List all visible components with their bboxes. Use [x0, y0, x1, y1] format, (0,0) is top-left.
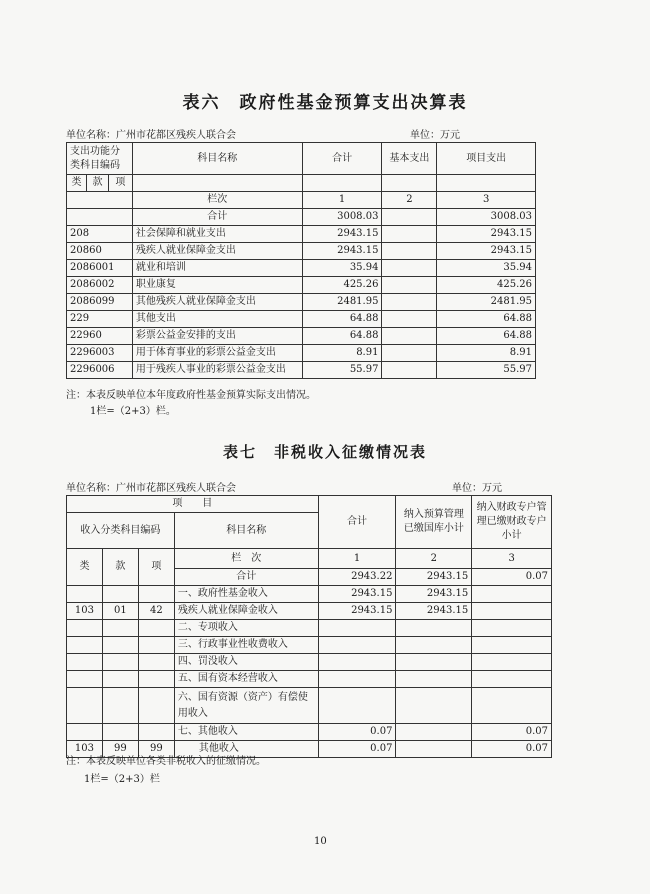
table-row	[67, 243, 536, 260]
row-c3	[472, 654, 552, 671]
row-total: 425.26	[302, 277, 382, 294]
row-project: 2943.15	[437, 226, 536, 243]
row-project: 3008.03	[437, 209, 536, 226]
row-code: 2086099	[67, 294, 133, 311]
row-xiang	[138, 586, 174, 603]
row-kuan: 01	[102, 603, 138, 620]
row-xiang: 99	[138, 741, 174, 758]
row-code: 229	[67, 311, 133, 328]
row-basic	[382, 362, 437, 379]
row-c3	[472, 688, 552, 724]
table7-header-lei: 类	[67, 549, 103, 586]
row-name: 其他收入	[174, 741, 318, 758]
row-name: 六、国有资源（资产）有偿使用收入	[174, 688, 318, 724]
row-basic	[382, 260, 437, 277]
row-kuan	[102, 620, 138, 637]
row-c3	[472, 603, 552, 620]
table7-header-name: 科目名称	[174, 513, 318, 549]
row-c3: 0.07	[472, 569, 552, 586]
page-number: 10	[314, 836, 327, 847]
table-row	[67, 311, 536, 328]
row-name: 二、专项收入	[174, 620, 318, 637]
row-c1: 0.07	[318, 724, 396, 741]
table7-unit: 单位：万元	[452, 483, 502, 494]
row-code: 2296003	[67, 345, 133, 362]
row-c1: 0.07	[318, 741, 396, 758]
row-c3: 0.07	[472, 741, 552, 758]
row-lei	[67, 637, 103, 654]
row-xiang	[138, 724, 174, 741]
row-c3	[472, 671, 552, 688]
row-project: 8.91	[437, 345, 536, 362]
row-name: 四、罚没收入	[174, 654, 318, 671]
row-name: 就业和培训	[132, 260, 302, 277]
row-name: 合计	[132, 209, 302, 226]
table6-col-label: 栏次	[132, 192, 302, 209]
row-total: 64.88	[302, 328, 382, 345]
row-xiang	[138, 654, 174, 671]
row-c1	[318, 637, 396, 654]
row-name: 职业康复	[132, 277, 302, 294]
row-lei: 103	[67, 741, 103, 758]
row-project: 425.26	[437, 277, 536, 294]
row-total: 2943.15	[302, 243, 382, 260]
table6-note-2: 1栏=（2+3）栏。	[90, 406, 176, 417]
row-c3	[472, 586, 552, 603]
row-xiang	[138, 671, 174, 688]
row-kuan	[102, 688, 138, 724]
row-name: 其他支出	[132, 311, 302, 328]
row-c2: 2943.15	[396, 603, 472, 620]
row-xiang	[138, 637, 174, 654]
row-name: 用于体育事业的彩票公益金支出	[132, 345, 302, 362]
table-row	[67, 328, 536, 345]
row-lei	[67, 671, 103, 688]
table6-col-num-2: 2	[382, 192, 437, 209]
row-code: 20860	[67, 243, 133, 260]
row-c2: 2943.15	[396, 569, 472, 586]
table-row	[67, 209, 536, 226]
table7-title: 表七 非税收入征缴情况表	[222, 443, 427, 461]
table6-header-basic: 基本支出	[382, 143, 437, 175]
table6-note-1: 注：本表反映单位本年度政府性基金预算实际支出情况。	[66, 390, 316, 401]
row-c2: 2943.15	[396, 586, 472, 603]
row-total: 55.97	[302, 362, 382, 379]
table6-header-project: 项目支出	[437, 143, 536, 175]
row-kuan	[102, 671, 138, 688]
row-c2	[396, 654, 472, 671]
table-row	[67, 654, 552, 671]
table-row	[67, 294, 536, 311]
row-lei	[67, 654, 103, 671]
row-total: 64.88	[302, 311, 382, 328]
row-c2	[396, 620, 472, 637]
row-name: 用于残疾人事业的彩票公益金支出	[132, 362, 302, 379]
table-row	[67, 226, 536, 243]
row-c2	[396, 688, 472, 724]
row-name: 彩票公益金安排的支出	[132, 328, 302, 345]
table6-col-num-1: 1	[302, 192, 382, 209]
table-row	[67, 277, 536, 294]
row-name: 社会保障和就业支出	[132, 226, 302, 243]
row-lei: 103	[67, 603, 103, 620]
row-project: 55.97	[437, 362, 536, 379]
table7-col-num-3: 3	[472, 549, 552, 569]
row-project: 2481.95	[437, 294, 536, 311]
table6-title: 表六 政府性基金预算支出决算表	[182, 93, 468, 113]
table-row	[67, 260, 536, 277]
row-basic	[382, 243, 437, 260]
row-total: 2943.15	[302, 226, 382, 243]
row-kuan	[102, 654, 138, 671]
row-project: 2943.15	[437, 243, 536, 260]
table7-header-c3: 纳入财政专户管理已缴财政专户小计	[472, 496, 552, 549]
row-code: 2086002	[67, 277, 133, 294]
row-basic	[382, 209, 437, 226]
table6-unit: 单位：万元	[410, 130, 460, 141]
row-total: 35.94	[302, 260, 382, 277]
row-basic	[382, 328, 437, 345]
table6-header-blank	[382, 175, 437, 192]
row-lei	[67, 724, 103, 741]
row-total: 8.91	[302, 345, 382, 362]
row-project: 35.94	[437, 260, 536, 277]
row-name: 合计	[174, 569, 318, 586]
row-kuan	[102, 586, 138, 603]
table-row	[67, 637, 552, 654]
row-lei	[67, 620, 103, 637]
row-c1: 2943.15	[318, 603, 396, 620]
table-row	[67, 688, 552, 724]
table6-header-total: 合计	[302, 143, 382, 175]
row-basic	[382, 226, 437, 243]
table6-header-blank	[437, 175, 536, 192]
row-c3	[472, 637, 552, 654]
row-project: 64.88	[437, 328, 536, 345]
row-c2	[396, 637, 472, 654]
row-c1	[318, 688, 396, 724]
row-kuan	[102, 637, 138, 654]
table7-unit-name: 单位名称：广州市花都区残疾人联合会	[66, 483, 236, 494]
row-code: 22960	[67, 328, 133, 345]
row-code: 2296006	[67, 362, 133, 379]
table7-note-2: 1栏=（2+3）栏	[84, 774, 160, 785]
table6	[66, 142, 536, 379]
table7-header-item: 项 目	[67, 496, 319, 513]
table6-header-name: 科目名称	[132, 143, 302, 175]
table-row	[67, 345, 536, 362]
row-lei	[67, 586, 103, 603]
row-name: 一、政府性基金收入	[174, 586, 318, 603]
row-lei	[67, 688, 103, 724]
row-xiang: 42	[138, 603, 174, 620]
table-row	[67, 671, 552, 688]
row-c1: 2943.15	[318, 586, 396, 603]
row-basic	[382, 311, 437, 328]
table7-col-label: 栏 次	[174, 549, 318, 569]
row-basic	[382, 345, 437, 362]
row-c1	[318, 671, 396, 688]
row-name: 残疾人就业保障金支出	[132, 243, 302, 260]
table6-header-lei: 类	[67, 175, 87, 192]
row-c2	[396, 671, 472, 688]
row-code	[67, 209, 133, 226]
table6-col-num-3: 3	[437, 192, 536, 209]
table6-header-code: 支出功能分类科目编码	[67, 143, 133, 175]
row-kuan	[102, 724, 138, 741]
row-project: 64.88	[437, 311, 536, 328]
table7-col-num-1: 1	[318, 549, 396, 569]
table6-header-xiang: 项	[108, 175, 132, 192]
row-c1	[318, 620, 396, 637]
row-name: 其他残疾人就业保障金支出	[132, 294, 302, 311]
row-basic	[382, 277, 437, 294]
table7-header-total: 合计	[318, 496, 396, 549]
row-xiang	[138, 620, 174, 637]
row-total: 2481.95	[302, 294, 382, 311]
row-c2	[396, 741, 472, 758]
row-name: 残疾人就业保障金收入	[174, 603, 318, 620]
table6-unit-name: 单位名称：广州市花都区残疾人联合会	[66, 130, 236, 141]
table7-col-num-2: 2	[396, 549, 472, 569]
table7-header-kuan: 款	[102, 549, 138, 586]
row-total: 3008.03	[302, 209, 382, 226]
table7-header-c2: 纳入预算管理已缴国库小计	[396, 496, 472, 549]
row-c1	[318, 654, 396, 671]
table6-header-blank	[302, 175, 382, 192]
row-code: 208	[67, 226, 133, 243]
row-name: 五、国有资本经营收入	[174, 671, 318, 688]
table-row	[67, 620, 552, 637]
table6-colnum-blank	[67, 192, 133, 209]
table6-header-kuan: 款	[86, 175, 108, 192]
table7-note-1: 注：本表反映单位各类非税收入的征缴情况。	[66, 756, 266, 767]
row-kuan: 99	[102, 741, 138, 758]
row-code: 2086001	[67, 260, 133, 277]
table-row	[67, 362, 536, 379]
table7-header-code: 收入分类科目编码	[67, 513, 175, 549]
table7	[66, 495, 552, 758]
table-row	[67, 724, 552, 741]
table-row	[67, 586, 552, 603]
row-name: 三、行政事业性收费收入	[174, 637, 318, 654]
row-c1: 2943.22	[318, 569, 396, 586]
row-c3	[472, 620, 552, 637]
row-name: 七、其他收入	[174, 724, 318, 741]
row-c2	[396, 724, 472, 741]
table7-header-xiang: 项	[138, 549, 174, 586]
row-basic	[382, 294, 437, 311]
table-row	[67, 603, 552, 620]
row-c3: 0.07	[472, 724, 552, 741]
row-xiang	[138, 688, 174, 724]
